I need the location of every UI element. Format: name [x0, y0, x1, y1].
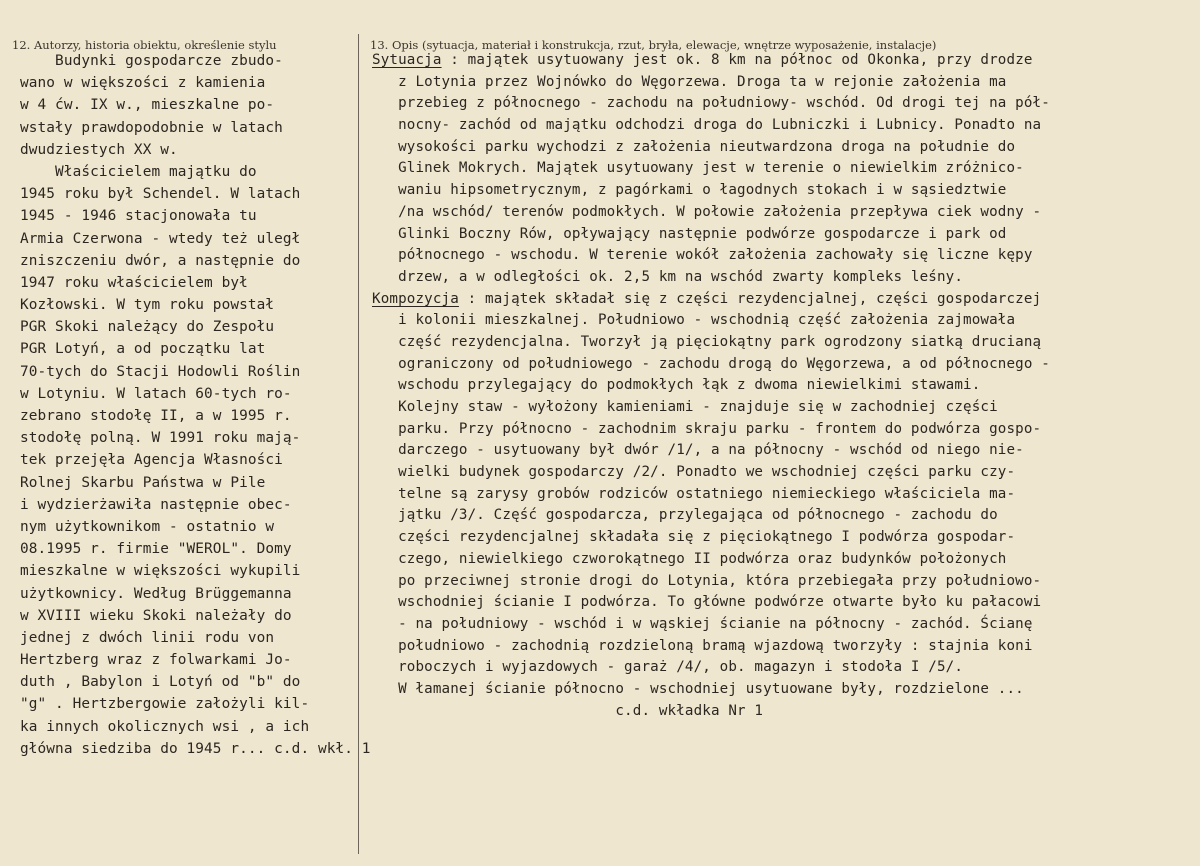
sytuacja-text-line: waniu hipsometrycznym, z pagórkami o łagodnych stokach i w sąsiedztwie — [372, 182, 1007, 199]
sytuacja-text-line: /na wschód/ terenów podmokłych. W połowie założenia przepływa ciek wodny - — [372, 203, 1042, 220]
kompozycja-text-line: południowo - zachodnią rozdzieloną bramą wjazdową tworzyły : stajnia koni — [372, 637, 1033, 654]
sytuacja-text-line: wysokości parku wychodzi z założenia nieutwardzona droga na południe do — [372, 138, 1016, 155]
history-text-line: 1945 - 1946 stacjonowała tu — [20, 208, 257, 225]
kompozycja-text-line: ograniczony od południowego - zachodu drogą do Węgorzewa, a od północnego - — [372, 355, 1050, 372]
history-text-line: główna siedziba do 1945 r... c.d. wkł. 1 — [20, 740, 371, 757]
kompozycja-text-line: c.d. wkładka Nr 1 — [372, 702, 764, 719]
sytuacja-text-line: północnego - wschodu. W terenie wokół założenia zachowały się liczne kępy — [372, 247, 1033, 264]
kompozycja-text-line: wielki budynek gospodarczy /2/. Ponadto we wschodniej części parku czy- — [372, 464, 1016, 481]
section-12-header: 12. Autorzy, historia obiektu, określenie stylu — [12, 38, 277, 52]
history-text-line: tek przejęła Agencja Własności — [20, 452, 283, 469]
kompozycja-text-line: parku. Przy północno - zachodnim skraju parku - frontem do podwórza gospo- — [372, 420, 1042, 437]
kompozycja-text-line: czego, niewielkiego czworokątnego II podwórza oraz budynków położonych — [372, 550, 1007, 567]
kompozycja-first-line — [372, 289, 1188, 311]
sytuacja-text-line: drzew, a w odległości ok. 2,5 km na wschód zwarty kompleks leśny. — [372, 268, 964, 285]
history-text-line: 08.1995 r. firmie "WEROL". Domy — [20, 541, 292, 558]
description-text-column — [372, 50, 1188, 722]
sytuacja-paragraph — [372, 72, 1188, 289]
history-text-line: i wydzierżawiła następnie obec- — [20, 496, 292, 513]
kompozycja-text-line: - na południowy - wschód i w wąskiej ścianie na północny - zachód. Ścianę — [372, 615, 1033, 632]
kompozycja-text-line: wschodniej ścianie I podwórza. To główne podwórze otwarte było ku pałacowi — [372, 594, 1042, 611]
kompozycja-text-line: części rezydencjalnej składała się z pięciokątnego I podwórza gospodar- — [372, 529, 1016, 546]
sytuacja-text-line: Glinki Boczny Rów, opływający następnie podwórze gospodarcze i park od — [372, 225, 1007, 242]
kompozycja-text-line: darczego - usytuowany był dwór /1/, a na północny - wschód od niego nie- — [372, 442, 1024, 459]
history-text-line: PGR Lotyń, a od początku lat — [20, 341, 266, 358]
sytuacja-first-text: : majątek usytuowany jest ok. 8 km na północ od Okonka, przy drodze — [441, 52, 1033, 68]
history-text-line: jednej z dwóch linii rodu von — [20, 629, 275, 646]
sytuacja-text-line: nocny- zachód od majątku odchodzi droga do Lubniczki i Lubnicy. Ponadto na — [372, 117, 1042, 134]
kompozycja-text-line: W łamanej ścianie północno - wschodniej usytuowane były, rozdzielone ... — [372, 680, 1024, 697]
history-text-line: wano w większości z kamienia — [20, 75, 266, 92]
history-text-line: Właścicielem majątku do — [20, 163, 257, 180]
sytuacja-label: Sytuacja — [372, 52, 442, 68]
kompozycja-label: Kompozycja — [372, 290, 459, 307]
sytuacja-text-line: z Lotynia przez Wojnówko do Węgorzewa. Droga ta w rejonie założenia ma — [372, 73, 1007, 90]
kompozycja-paragraph — [372, 310, 1188, 722]
history-text-line: w XVIII wieku Skoki należały do — [20, 607, 292, 624]
kompozycja-text-line: i kolonii mieszkalnej. Południowo - wschodnią część założenia zajmowała — [372, 312, 1016, 329]
history-text-line: Rolnej Skarbu Państwa w Pile — [20, 474, 266, 491]
history-text-line: dwudziestych XX w. — [20, 141, 178, 158]
history-text-line: w Lotyniu. W latach 60-tych ro- — [20, 385, 292, 402]
history-text-line: nym użytkownikom - ostatnio w — [20, 518, 275, 535]
history-text-line: mieszkalne w większości wykupili — [20, 563, 301, 580]
kompozycja-text-line: roboczych i wyjazdowych - garaż /4/, ob. magazyn i stodoła I /5/. — [372, 659, 964, 676]
history-text-line: 1945 roku był Schendel. W latach — [20, 186, 301, 203]
history-text-line: 1947 roku właścicielem był — [20, 274, 248, 291]
history-text-line: zniszczeniu dwór, a następnie do — [20, 252, 301, 269]
history-text-line: Budynki gospodarcze zbudo- — [20, 53, 283, 69]
history-text-line: PGR Skoki należący do Zespołu — [20, 319, 275, 336]
history-text-line: stodołę polną. W 1991 roku mają- — [20, 430, 301, 447]
history-text-line: Hertzberg wraz z folwarkami Jo- — [20, 652, 292, 669]
history-text-line: użytkownicy. Według Brüggemanna — [20, 585, 292, 602]
history-text-line: w 4 ćw. IX w., mieszkalne po- — [20, 97, 275, 114]
history-text-line: wstały prawdopodobnie w latach — [20, 119, 283, 136]
history-text-line: duth , Babylon i Lotyń od "b" do — [20, 674, 301, 691]
kompozycja-text-line: wschodu przylegający do podmokłych łąk z dwoma niewielkimi stawami. — [372, 377, 981, 394]
history-text-line: 70-tych do Stacji Hodowli Roślin — [20, 363, 301, 380]
history-text-column — [20, 50, 371, 760]
section-13-header: 13. Opis (sytuacja, materiał i konstrukcja, rzut, bryła, elewacje, wnętrze wyposażenie, instalacje) — [370, 38, 937, 52]
kompozycja-text-line: telne są zarysy grobów rodziców ostatniego niemieckiego właściciela ma- — [372, 485, 1016, 502]
kompozycja-text-line: jątku /3/. Część gospodarcza, przylegająca od północnego - zachodu do — [372, 507, 998, 524]
sytuacja-first-line — [372, 50, 1188, 72]
kompozycja-text-line: część rezydencjalna. Tworzył ją pięciokątny park ogrodzony siatką drucianą — [372, 333, 1042, 350]
history-text-line: ka innych okolicznych wsi , a ich — [20, 718, 310, 735]
history-text-line: zebrano stodołę II, a w 1995 r. — [20, 408, 292, 424]
sytuacja-text-line: przebieg z północnego - zachodu na południowy- wschód. Od drogi tej na pół- — [372, 95, 1050, 112]
history-text-line: Armia Czerwona - wtedy też uległ — [20, 230, 301, 247]
sytuacja-text-line: Glinek Mokrych. Majątek usytuowany jest w terenie o niewielkim zróżnico- — [372, 160, 1024, 177]
kompozycja-text-line: Kolejny staw - wyłożony kamieniami - znajduje się w zachodniej części — [372, 399, 998, 415]
kompozycja-text-line: po przeciwnej stronie drogi do Lotynia, która przebiegała przy południowo- — [372, 572, 1042, 589]
history-text-line: "g" . Hertzbergowie założyli kil- — [20, 696, 310, 713]
kompozycja-first-text: : majątek składał się z części rezydencjalnej, części gospodarczej — [458, 290, 1042, 307]
history-text-line: Kozłowski. W tym roku powstał — [20, 297, 275, 314]
